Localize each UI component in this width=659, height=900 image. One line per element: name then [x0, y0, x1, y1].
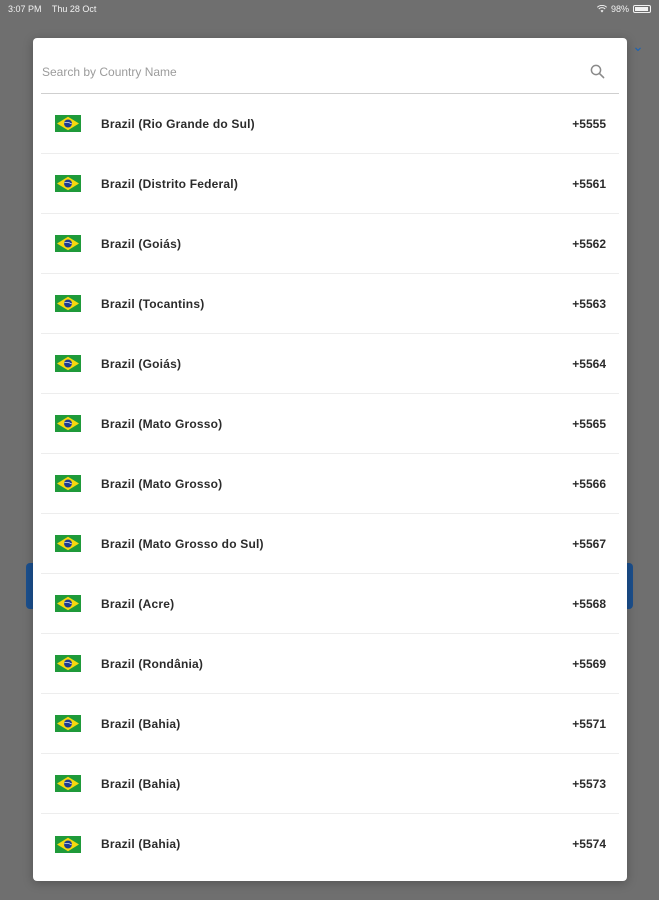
country-picker-modal [33, 38, 627, 881]
country-name: Brazil (Rondânia) [101, 656, 204, 671]
brazil-flag-icon [55, 715, 81, 732]
country-list-item[interactable] [41, 694, 619, 754]
country-list-item[interactable] [41, 334, 619, 394]
brazil-flag-icon [55, 355, 81, 372]
brazil-flag-icon [55, 775, 81, 792]
country-dial-code: +5566 [572, 476, 606, 491]
country-list-item[interactable] [41, 274, 619, 334]
brazil-flag-icon [55, 115, 81, 132]
country-name: Brazil (Bahia) [101, 776, 181, 791]
country-dial-code: +5565 [572, 416, 606, 431]
country-dial-code: +5555 [572, 116, 606, 131]
search-icon[interactable] [585, 60, 609, 84]
search-input[interactable] [41, 52, 585, 92]
status-bar-left [8, 4, 104, 14]
country-name: Brazil (Rio Grande do Sul) [101, 116, 255, 131]
background-button-edge [627, 563, 633, 609]
country-list-item[interactable] [41, 754, 619, 814]
country-name: Brazil (Mato Grosso do Sul) [101, 536, 264, 551]
brazil-flag-icon [55, 235, 81, 252]
country-name: Brazil (Goiás) [101, 356, 182, 371]
country-name: Brazil (Acre) [101, 596, 175, 611]
country-name: Brazil (Bahia) [101, 837, 181, 851]
country-list-item[interactable] [41, 634, 619, 694]
country-dial-code: +5561 [572, 176, 606, 191]
country-list-item[interactable] [41, 574, 619, 634]
country-list [41, 94, 619, 874]
battery-icon [633, 5, 651, 13]
country-dial-code: +5567 [572, 536, 606, 551]
country-list-item[interactable] [41, 514, 619, 574]
country-dial-code: +5571 [572, 716, 606, 731]
country-dial-code: +5573 [572, 776, 606, 791]
country-list-item[interactable] [41, 94, 619, 154]
country-dial-code: +5563 [572, 296, 606, 311]
country-dial-code: +5569 [572, 656, 606, 671]
country-name: Brazil (Goiás) [101, 236, 182, 251]
country-dial-code: +5574 [572, 837, 606, 851]
status-bar [0, 0, 659, 18]
country-dial-code: +5564 [572, 356, 606, 371]
brazil-flag-icon [55, 595, 81, 612]
wifi-icon [597, 5, 607, 13]
brazil-flag-icon [55, 535, 81, 552]
country-name: Brazil (Mato Grosso) [101, 416, 223, 431]
status-date: Thu 28 Oct [51, 4, 97, 14]
country-list-item[interactable] [41, 394, 619, 454]
country-list-item[interactable] [41, 214, 619, 274]
country-name: Brazil (Mato Grosso) [101, 476, 223, 491]
brazil-flag-icon [55, 295, 81, 312]
country-list-item[interactable] [41, 154, 619, 214]
country-name: Brazil (Distrito Federal) [101, 176, 239, 191]
status-bar-right [597, 4, 651, 14]
brazil-flag-icon [55, 475, 81, 492]
brazil-flag-icon [55, 655, 81, 672]
country-name: Brazil (Bahia) [101, 716, 181, 731]
country-dial-code: +5568 [572, 596, 606, 611]
status-time: 3:07 PM [8, 4, 42, 14]
search-bar [41, 50, 619, 94]
status-battery-percent: 98% [610, 4, 629, 14]
chevron-down-icon: ⌄ [632, 38, 644, 54]
country-list-item[interactable] [41, 814, 619, 874]
country-list-item[interactable] [41, 454, 619, 514]
country-dial-code: +5562 [572, 236, 606, 251]
brazil-flag-icon [55, 415, 81, 432]
country-name: Brazil (Tocantins) [101, 296, 205, 311]
brazil-flag-icon [55, 836, 81, 853]
brazil-flag-icon [55, 175, 81, 192]
